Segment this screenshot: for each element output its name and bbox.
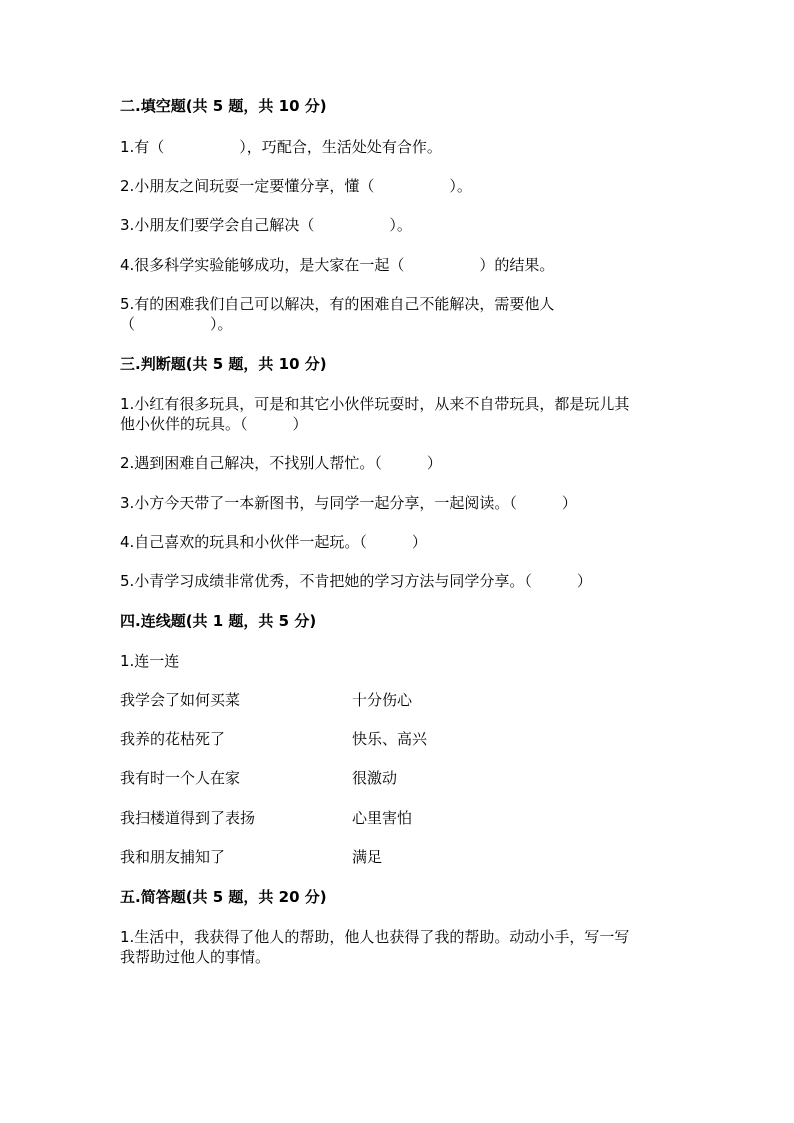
match-left-item: 我和朋友捕知了 xyxy=(120,848,226,866)
match-right-item: 快乐、高兴 xyxy=(352,730,428,748)
question-judge-3: 3.小方今天带了一本新图书，与同学一起分享，一起阅读。（ ） xyxy=(120,494,577,512)
section-title-matching: 四.连线题(共 1 题，共 5 分) xyxy=(120,612,317,630)
question-judge-4: 4.自己喜欢的玩具和小伙伴一起玩。（ ） xyxy=(120,533,427,551)
section-title-short-answer: 五.简答题(共 5 题，共 20 分) xyxy=(120,888,327,906)
question-short-1-line2: 我帮助过他人的事情。 xyxy=(120,948,271,966)
section-title-fill-blank: 二.填空题(共 5 题，共 10 分) xyxy=(120,97,327,115)
question-fill-5-line1: 5.有的困难我们自己可以解决，有的困难自己不能解决，需要他人 xyxy=(120,295,555,313)
question-judge-1-line1: 1.小红有很多玩具，可是和其它小伙伴玩耍时，从来不自带玩具，都是玩儿其 xyxy=(120,395,630,413)
question-judge-2: 2.遇到困难自己解决，不找别人帮忙。（ ） xyxy=(120,454,442,472)
question-judge-1-line2: 他小伙伴的玩具。（ ） xyxy=(120,415,308,433)
question-fill-5-line2: （ ）。 xyxy=(120,315,233,333)
match-right-item: 心里害怕 xyxy=(352,809,413,827)
match-left-item: 我学会了如何买菜 xyxy=(120,691,241,709)
question-fill-4: 4.很多科学实验能够成功，是大家在一起（ ）的结果。 xyxy=(120,256,555,274)
section-title-judgement: 三.判断题(共 5 题，共 10 分) xyxy=(120,355,327,373)
question-fill-2: 2.小朋友之间玩耍一定要懂分享，懂（ ）。 xyxy=(120,177,472,195)
question-short-1-line1: 1.生活中，我获得了他人的帮助，他人也获得了我的帮助。动动小手，写一写 xyxy=(120,928,630,946)
match-right-item: 满足 xyxy=(352,848,383,866)
question-fill-3: 3.小朋友们要学会自己解决（ ）。 xyxy=(120,216,412,234)
question-judge-5: 5.小青学习成绩非常优秀，不肯把她的学习方法与同学分享。（ ） xyxy=(120,572,592,590)
match-right-item: 十分伤心 xyxy=(352,691,413,709)
match-left-item: 我扫楼道得到了表扬 xyxy=(120,809,256,827)
question-fill-1: 1.有（ ），巧配合，生活处处有合作。 xyxy=(120,138,442,156)
match-right-item: 很激动 xyxy=(352,769,398,787)
question-match-1: 1.连一连 xyxy=(120,652,180,670)
match-left-item: 我养的花枯死了 xyxy=(120,730,226,748)
match-left-item: 我有时一个人在家 xyxy=(120,769,241,787)
